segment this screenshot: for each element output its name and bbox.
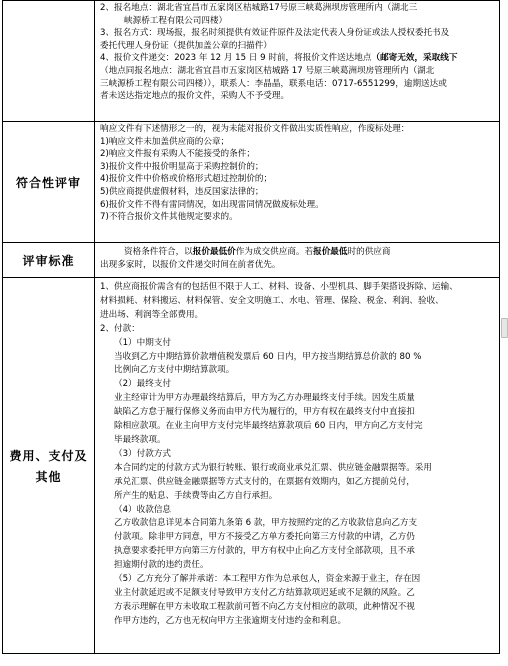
text-line: 2、报名地点：湖北省宜昌市五家岗区桔城路17号原三峡葛洲坝房管理所内（湖北三	[100, 3, 418, 13]
text-line: 比例向乙方支付中期结算款项。	[114, 365, 235, 376]
text-line	[100, 52, 495, 65]
row-label-empty	[3, 1, 95, 122]
list-item: 3)报价文件中报价明显高于采购控制价的；	[100, 161, 264, 172]
text-line: 材料损耗、材料搬运、材料保管、安全文明施工、水电、管理、保险、税金、利润、验收、	[100, 295, 444, 306]
text-line: 三峡源桥工程有限公司四楼）），联系人：李晶晶，联系电话：0717-6551299，逾期送达或	[100, 78, 447, 89]
table-row	[3, 243, 500, 278]
evaluation-criteria-label: 评审标准	[3, 243, 95, 278]
text-line: （1）中期支付	[114, 337, 172, 348]
text-line: 本合同约定的付款方式为银行转账、银行或商业承兑汇票、供应链金融票据等。采用	[114, 462, 432, 473]
criteria-text: 作为成交供应商。若	[235, 247, 314, 257]
payment-terms-cell	[95, 278, 500, 654]
text-line: 响应文件有下述情形之一的，视为未能对报价文件做出实质性响应，作废标处理：	[100, 124, 410, 134]
list-item: 2)响应文件报有采购人不能接受的条件；	[100, 149, 255, 160]
text-line: （2）最终支付	[114, 379, 172, 390]
text-line: （5）乙方充分了解并承诺：本工程甲方作为总承包人，资金来源于业主，存在因	[114, 574, 421, 585]
submission-deadline-text: 4、报价文件递交：2023 年 12 月 15 日 9 时前，将报价文件送达地点	[100, 53, 372, 64]
text-line: 毕最终款项。	[114, 434, 166, 445]
procurement-terms-table	[2, 0, 500, 654]
evaluation-criteria-cell	[95, 243, 500, 278]
text-line: 者未送达指定地点的报价文件，采购人不予受理。	[100, 91, 290, 102]
criteria-text: 时的供应商	[347, 247, 391, 257]
criteria-bold: 报价最低价	[192, 247, 236, 257]
criteria-bold: 报价最低	[313, 247, 348, 257]
registration-info-cell	[95, 1, 500, 122]
text-line: 业主经审计为甲方办理最终结算后，甲方为乙方办理最终支付手续。因发生质量	[114, 393, 415, 404]
text-line: 缺陷乙方怠于履行保修义务而由甲方代为履行的，甲方有权在最终支付中直接扣	[114, 407, 415, 418]
submission-method-bold: （邮寄无效，采取线下	[371, 53, 458, 64]
text-line: 担逾期付款的违约责任。	[114, 560, 209, 571]
text-line: 峡源桥工程有限公司四楼）	[124, 15, 228, 26]
text-line: 作甲方违约，乙方也无权向甲方主张逾期支付违约金和利息。	[114, 615, 347, 626]
text-line: 当收到乙方中期结算价款增值税发票后 60 日内，甲方按当期结算总价款的 80 %	[114, 351, 422, 362]
table-row	[3, 122, 500, 243]
text-line: 所产生的贴息、手续费等由乙方自行承担。	[114, 490, 278, 501]
compliance-review-label: 符合性评审	[3, 122, 95, 243]
text-line: 进出场、利润等全部费用。	[100, 309, 204, 320]
text-line: 付款项。除非甲方同意，甲方不接受乙方单方委托向第三方付款的申请，乙方仍	[114, 532, 415, 543]
label-line: 其他	[35, 469, 62, 484]
text-line: 3、报名方式：现场报，报名时须提供有效证件原件及法定代表人身份证或法人授权委托书及	[100, 28, 450, 39]
text-line: 方表示理解在甲方未收取工程款前可暂不向乙方支付相应的款项，此种情况不视	[114, 601, 415, 612]
criteria-text: 资格条件符合，以	[124, 247, 193, 257]
text-line: （4）收款信息	[114, 504, 172, 515]
table-row	[3, 278, 500, 654]
text-line: （3）付款方式	[114, 448, 172, 459]
scroll-handle[interactable]	[501, 318, 508, 338]
table-row	[3, 1, 500, 122]
list-item: 7)不符合报价文件其他规定要求的。	[100, 212, 238, 223]
list-item: 5)供应商提供虚假材料，违反国家法律的；	[100, 186, 264, 197]
text-line: 除相应款项。在业主向甲方支付完毕最终结算款项后 60 日内，甲方向乙方支付完	[114, 421, 423, 432]
compliance-review-cell	[95, 122, 500, 243]
list-item: 4)报价文件中价格或价格形式超过控制价的；	[100, 174, 273, 185]
text-line: 业主付款延迟或不足额支付导致甲方支付乙方结算款项迟延或不足额的风险。乙	[114, 587, 415, 598]
text-line: 执意要求委托甲方向第三方付款的，甲方有权中止向乙方支付全部款项，且不承	[114, 546, 415, 557]
label-line: 费用、支付及	[9, 448, 88, 463]
payment-terms-label	[3, 278, 95, 654]
text-line: 1、供应商报价需含有的包括但不限于人工、材料、设备、小型机具、脚手架搭设拆除、运输、	[100, 282, 458, 292]
text-line	[100, 246, 495, 259]
list-item: 1)响应文件未加盖供应商的公章；	[100, 136, 230, 147]
list-item: 6)报价文件不得有雷同情况，如出现雷同情况做废标处理。	[100, 199, 324, 210]
text-line: 承兑汇票、供应链金融票据等方式支付的，在票据有效期内，如乙方提前兑付，	[114, 476, 415, 487]
text-line: 乙方收款信息详见本合同第九条第 6 款，甲方按照约定的乙方收款信息向乙方支	[114, 518, 418, 529]
text-line: （地点同报名地点：湖北省宜昌市五家岗区桔城路 17 号原三峡葛洲坝房管理所内（湖北	[100, 65, 435, 76]
text-line: 出现多家时，以报价文件递交时间在前者优先。	[100, 259, 281, 270]
text-line: 2、付款：	[100, 323, 140, 334]
text-line: 委托代理人身份证（提供加盖公章的扫描件）	[100, 40, 272, 51]
